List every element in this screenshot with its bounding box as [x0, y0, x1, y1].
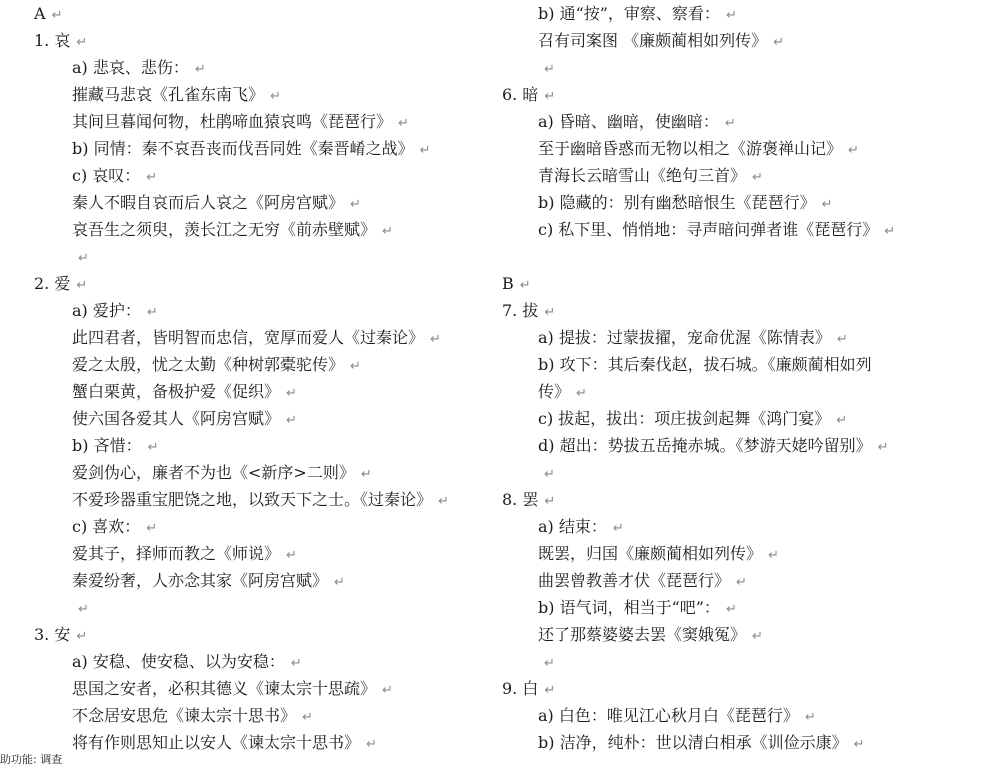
- paragraph-mark-icon: ↵: [302, 710, 313, 725]
- line-text: 秦人不暇自哀而后人哀之《阿房宫赋》: [72, 193, 345, 212]
- right_column-line: [502, 85, 555, 105]
- left_column-line: [72, 166, 157, 186]
- line-text: A: [34, 4, 46, 23]
- left_column-line: [72, 517, 157, 537]
- line-text: 不爱珍器重宝肥饶之地，以致天下之士。《过秦论》: [72, 490, 433, 509]
- paragraph-mark-icon: ↵: [78, 602, 89, 617]
- left_column-line: [72, 436, 158, 456]
- line-text: 秦爱纷奢，人亦念其家《阿房宫赋》: [72, 571, 329, 590]
- line-text: b) 隐藏的：别有幽愁暗恨生《琵琶行》: [538, 193, 816, 212]
- paragraph-mark-icon: ↵: [725, 8, 737, 23]
- left_column-line: [72, 139, 430, 159]
- right_column-line: [538, 733, 864, 753]
- line-text: 青海长云暗雪山《绝句三首》: [538, 166, 747, 185]
- paragraph-mark-icon: ↵: [544, 62, 555, 77]
- paragraph-mark-icon: ↵: [519, 278, 531, 293]
- left_column-line: [72, 598, 89, 618]
- left_column-line: [72, 571, 345, 591]
- paragraph-mark-icon: ↵: [724, 116, 736, 131]
- line-text: 不念居安思危《谏太宗十思书》: [72, 706, 297, 725]
- left_column-line: [72, 544, 297, 564]
- right_column-line: [502, 490, 555, 510]
- line-text: b) 同情：秦不哀吾丧而伐吾同姓《秦晋崤之战》: [72, 139, 414, 158]
- right_column-line: [538, 544, 779, 564]
- line-text: a) 白色：唯见江心秋月白《琵琶行》: [538, 706, 799, 725]
- line-text: 还了那蔡婆婆去罢《窦娥冤》: [538, 625, 747, 644]
- paragraph-mark-icon: ↵: [360, 467, 372, 482]
- paragraph-mark-icon: ↵: [773, 35, 784, 50]
- line-text: a) 悲哀、悲伤：: [72, 58, 189, 77]
- paragraph-mark-icon: ↵: [752, 170, 763, 185]
- right_column-line: [538, 625, 763, 645]
- line-text: 思国之安者，必积其德义《谏太宗十思疏》: [72, 679, 377, 698]
- right_column-line: [538, 652, 555, 672]
- line-text: a) 爱护：: [72, 301, 141, 320]
- line-text: 其间旦暮闻何物，杜鹃啼血猿哀鸣《琵琶行》: [72, 112, 393, 131]
- paragraph-mark-icon: ↵: [334, 575, 345, 590]
- paragraph-mark-icon: ↵: [821, 197, 833, 212]
- left_column-line: [34, 274, 87, 294]
- paragraph-mark-icon: ↵: [752, 629, 763, 644]
- left_column-line: [72, 706, 313, 726]
- paragraph-mark-icon: ↵: [350, 197, 361, 212]
- paragraph-mark-icon: ↵: [286, 413, 297, 428]
- right_column-line: [538, 139, 859, 159]
- right_column-line: [538, 193, 832, 213]
- right_column-line: [538, 382, 587, 402]
- paragraph-mark-icon: ↵: [78, 251, 89, 266]
- left_column-line: [72, 328, 441, 348]
- paragraph-mark-icon: ↵: [544, 89, 556, 104]
- paragraph-mark-icon: ↵: [270, 89, 281, 104]
- right_column-line: [538, 112, 736, 132]
- right_column-line: [538, 4, 737, 24]
- line-text: 3. 安: [34, 625, 71, 644]
- paragraph-mark-icon: ↵: [544, 656, 555, 671]
- paragraph-mark-icon: ↵: [768, 548, 779, 563]
- left_column-line: [34, 4, 62, 24]
- right_column-line: [538, 517, 624, 537]
- left_column-line: [72, 247, 89, 267]
- line-text: a) 结束：: [538, 517, 607, 536]
- paragraph-mark-icon: ↵: [51, 8, 63, 23]
- line-text: 哀吾生之须臾，羡长江之无穷《前赤壁赋》: [72, 220, 377, 239]
- line-text: 1. 哀: [34, 31, 71, 50]
- left_column-line: [72, 733, 377, 753]
- right_column-line: [538, 247, 544, 267]
- status-bar: 助功能: 调查: [0, 753, 1000, 767]
- line-text: 2. 爱: [34, 274, 71, 293]
- paragraph-mark-icon: ↵: [853, 737, 865, 752]
- paragraph-mark-icon: ↵: [576, 386, 587, 401]
- paragraph-mark-icon: ↵: [290, 656, 302, 671]
- line-text: 摧藏马悲哀《孔雀东南飞》: [72, 85, 265, 104]
- paragraph-mark-icon: ↵: [366, 737, 377, 752]
- right_column-line: [538, 166, 763, 186]
- line-text: 至于幽暗昏惑而无物以相之《游褒禅山记》: [538, 139, 843, 158]
- paragraph-mark-icon: ↵: [884, 224, 896, 239]
- paragraph-mark-icon: ↵: [419, 143, 431, 158]
- paragraph-mark-icon: ↵: [76, 629, 88, 644]
- paragraph-mark-icon: ↵: [544, 683, 556, 698]
- line-text: c) 喜欢：: [72, 517, 141, 536]
- right_column-line: [502, 274, 531, 294]
- paragraph-mark-icon: ↵: [76, 35, 88, 50]
- paragraph-mark-icon: ↵: [286, 386, 297, 401]
- paragraph-mark-icon: ↵: [836, 332, 848, 347]
- line-text: c) 私下里、悄悄地：寻声暗问弹者谁《琵琶行》: [538, 220, 879, 239]
- paragraph-mark-icon: ↵: [544, 467, 555, 482]
- line-text: c) 拔起，拔出：项庄拔剑起舞《鸿门宴》: [538, 409, 831, 428]
- line-text: 召有司案图 《廉颇蔺相如列传》: [538, 31, 768, 50]
- paragraph-mark-icon: ↵: [146, 305, 158, 320]
- paragraph-mark-icon: ↵: [76, 278, 88, 293]
- paragraph-mark-icon: ↵: [736, 575, 747, 590]
- line-text: d) 超出：势拔五岳掩赤城。《梦游天姥吟留别》: [538, 436, 872, 455]
- left_column-line: [72, 112, 409, 132]
- paragraph-mark-icon: ↵: [146, 170, 158, 185]
- left_column-line: [34, 31, 87, 51]
- left_column-line: [72, 58, 206, 78]
- left_column-line: [72, 463, 372, 483]
- paragraph-mark-icon: ↵: [612, 521, 624, 536]
- paragraph-mark-icon: ↵: [836, 413, 848, 428]
- line-text: 爱其子，择师而教之《师说》: [72, 544, 281, 563]
- right_column-line: [538, 355, 878, 375]
- paragraph-mark-icon: ↵: [382, 683, 393, 698]
- paragraph-mark-icon: ↵: [350, 359, 361, 374]
- line-text: 此四君者，皆明智而忠信，宽厚而爱人《过秦论》: [72, 328, 425, 347]
- left_column-line: [72, 382, 297, 402]
- right_column-line: [538, 409, 847, 429]
- left_column-line: [72, 220, 393, 240]
- right_column-line: [538, 706, 816, 726]
- line-text: 既罢，归国《廉颇蔺相如列传》: [538, 544, 763, 563]
- right_column-line: [538, 328, 848, 348]
- left_column-line: [72, 85, 281, 105]
- line-text: 爱之太殷，忧之太勤《种树郭橐驼传》: [72, 355, 345, 374]
- right_column-line: [502, 301, 555, 321]
- left_column-line: [72, 193, 361, 213]
- paragraph-mark-icon: ↵: [286, 548, 297, 563]
- line-text: 8. 罢: [502, 490, 539, 509]
- line-text: 9. 白: [502, 679, 539, 698]
- right_column-line: [538, 463, 555, 483]
- line-text: 爱剑伪心，廉者不为也《<新序>二则》: [72, 463, 355, 482]
- line-text: b) 通“按”，审察、察看：: [538, 4, 720, 23]
- line-text: b) 攻下：其后秦伐赵，拔石城。《廉颇蔺相如列: [538, 355, 872, 374]
- right_column-line: [538, 220, 895, 240]
- line-text: B: [502, 274, 514, 293]
- line-text: 6. 暗: [502, 85, 539, 104]
- paragraph-mark-icon: ↵: [804, 710, 816, 725]
- line-text: 使六国各爱其人《阿房宫赋》: [72, 409, 281, 428]
- line-text: c) 哀叹：: [72, 166, 141, 185]
- paragraph-mark-icon: ↵: [544, 494, 556, 509]
- line-text: 7. 拔: [502, 301, 539, 320]
- line-text: 曲罢曾教善才伏《琵琶行》: [538, 571, 731, 590]
- right_column-line: [538, 31, 784, 51]
- line-text: 传》: [538, 382, 571, 401]
- left_column-line: [72, 301, 158, 321]
- left_column-line: [72, 679, 393, 699]
- paragraph-mark-icon: ↵: [398, 116, 409, 131]
- right_column-line: [538, 571, 747, 591]
- left_column-line: [34, 625, 87, 645]
- line-text: a) 安稳、使安稳、以为安稳：: [72, 652, 285, 671]
- right_column-line: [538, 436, 888, 456]
- line-text: b) 语气词，相当于“吧”：: [538, 598, 720, 617]
- line-text: a) 提拔：过蒙拔擢，宠命优渥《陈情表》: [538, 328, 831, 347]
- paragraph-mark-icon: ↵: [147, 440, 159, 455]
- left_column-line: [72, 355, 361, 375]
- line-text: 将有作则思知止以安人《谏太宗十思书》: [72, 733, 361, 752]
- paragraph-mark-icon: ↵: [877, 440, 889, 455]
- paragraph-mark-icon: ↵: [194, 62, 206, 77]
- left_column-line: [72, 490, 449, 510]
- right_column-line: [502, 679, 555, 699]
- line-text: b) 洁净，纯朴：世以清白相承《训俭示康》: [538, 733, 848, 752]
- paragraph-mark-icon: ↵: [544, 305, 556, 320]
- paragraph-mark-icon: ↵: [430, 332, 441, 347]
- right_column-line: [538, 58, 555, 78]
- paragraph-mark-icon: ↵: [438, 494, 449, 509]
- line-text: a) 昏暗、幽暗，使幽暗：: [538, 112, 719, 131]
- left_column-line: [72, 409, 297, 429]
- right_column-line: [538, 598, 737, 618]
- left_column-line: [72, 652, 302, 672]
- paragraph-mark-icon: ↵: [848, 143, 859, 158]
- paragraph-mark-icon: ↵: [146, 521, 158, 536]
- paragraph-mark-icon: ↵: [725, 602, 737, 617]
- paragraph-mark-icon: ↵: [382, 224, 393, 239]
- line-text: b) 吝惜：: [72, 436, 142, 455]
- line-text: 蟹白栗黄，备极护爱《促织》: [72, 382, 281, 401]
